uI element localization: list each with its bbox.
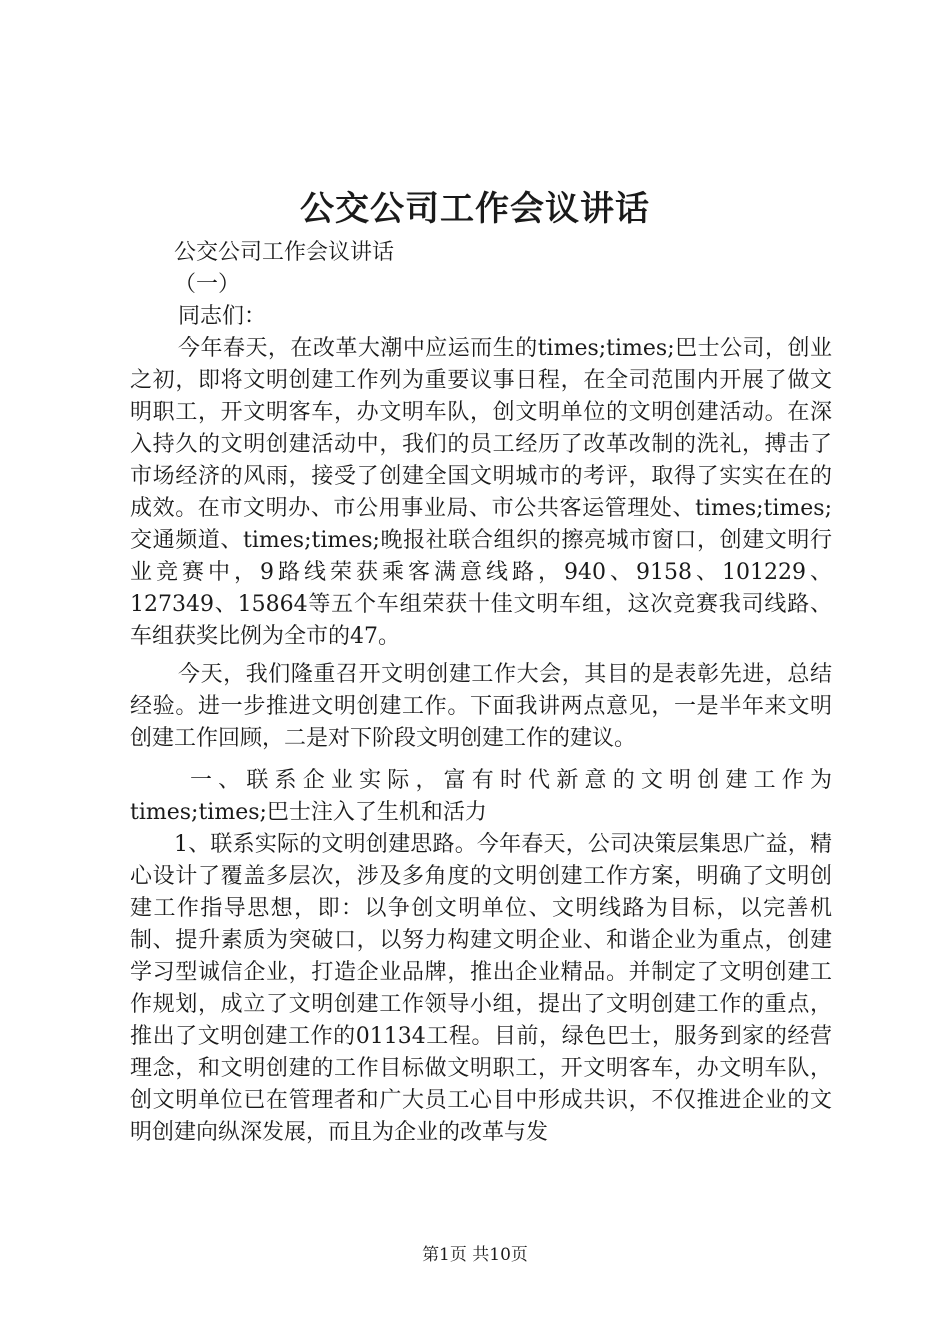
page-footer: 第1页 共10页 <box>422 1245 528 1265</box>
salutation: 同志们： <box>178 304 267 329</box>
section-heading-1: 一、联系企业实际，富有时代新意的文明创建工作为times;times;巴士注入了生机和活力 <box>130 768 832 825</box>
document-body <box>130 237 832 1149</box>
document-subtitle: 公交公司工作会议讲话 <box>174 240 395 265</box>
document-title: 公交公司工作会议讲话 <box>300 189 650 229</box>
paragraph-3: 1、联系实际的文明创建思路。今年春天，公司决策层集思广益，精心设计了覆盖多层次，涉及多角度的文明创建工作方案，明确了文明创建工作指导思想，即：以争创文明单位、文明线路为目标，以完善机制、提升素质为突破口，以努力构建文明企业、和谐企业为重点，创建学习型诚信企业，打造企业品牌，推出企业精品。并制定了文明创建工作规划，成立了文明创建工作领导小组，提出了文明创建工作的重点，推出了文明创建工作的01134工程。目前，绿色巴士，服务到家的经营理念，和文明创建的工作目标做文明职工，开文明客车，办文明车队，创文明单位已在管理者和广大员工心目中形成共识，不仅推进企业的文明创建向纵深发展，而且为企业的改革与发 <box>130 832 832 1145</box>
paragraph-1: 今年春天，在改革大潮中应运而生的times;times;巴士公司，创业之初，即将文明创建工作列为重要议事日程，在全司范围内开展了做文明职工，开文明客车，办文明车队，创文明单位的文明创建活动。在深入持久的文明创建活动中，我们的员工经历了改革改制的洗礼，搏击了市场经济的风雨，接受了创建全国文明城市的考评，取得了实实在在的成效。在市文明办、市公用事业局、市公共客运管理处、times;times;交通频道、times;times;晚报社联合组织的擦亮城市窗口，创建文明行业竞赛中，9路线荣获乘客满意线路，940、9158、101229、127349、15864等五个车组荣获十佳文明车组，这次竞赛我司线路、车组获奖比例为全市的47。 <box>130 336 832 649</box>
paragraph-2: 今天，我们隆重召开文明创建工作大会，其目的是表彰先进，总结经验。进一步推进文明创建工作。下面我讲两点意见，一是半年来文明创建工作回顾，二是对下阶段文明创建工作的建议。 <box>130 662 832 751</box>
section-marker: （一） <box>174 272 241 297</box>
